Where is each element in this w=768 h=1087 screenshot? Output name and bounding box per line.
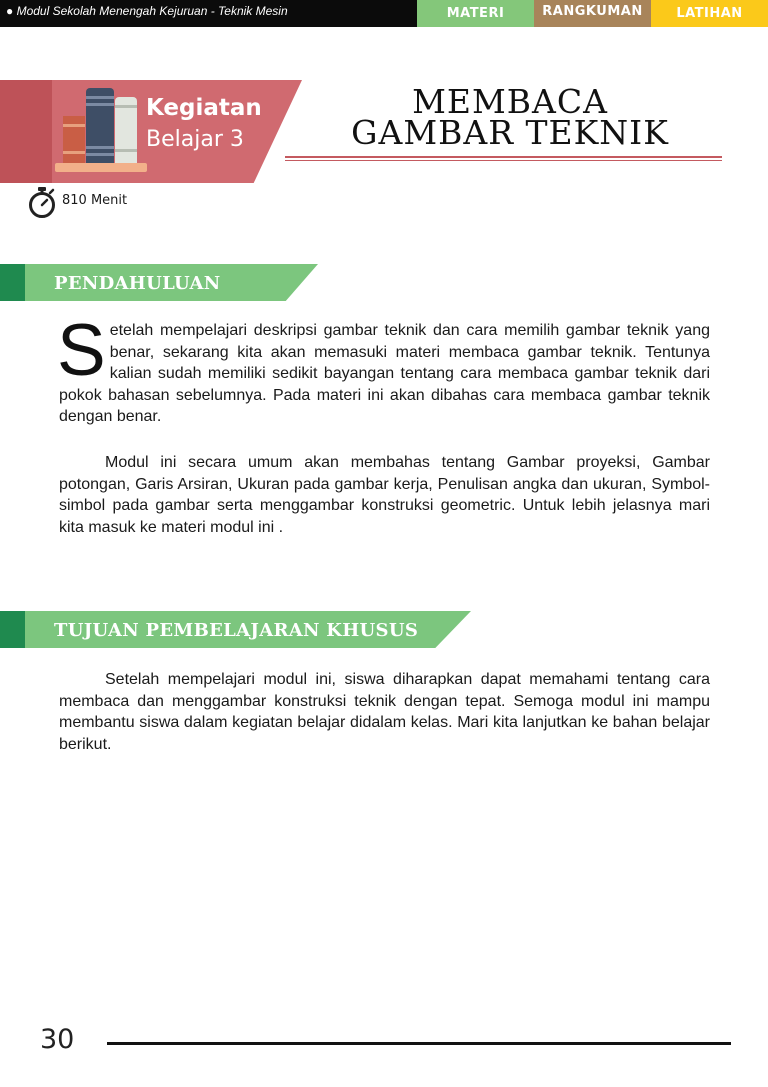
tab-rangkuman[interactable]: RANGKUMAN bbox=[534, 0, 651, 27]
stopwatch-icon bbox=[27, 186, 57, 218]
module-scope-paragraph: Modul ini secara umum akan membahas tentang Gambar proyeksi, Gambar potongan, Garis Arsiran, Ukuran pada gambar kerja, Penulisan angka dan ukuran, Symbol-simbol pada gambar serta menggambar konstruksi geometric. Untuk lebih jelasnya mari kita masuk ke materi modul ini . bbox=[59, 454, 710, 536]
objective-paragraph: Setelah mempelajari modul ini, siswa diharapkan dapat memahami tentang cara membaca dan menggambar konstruksi teknik dengan tepat. Semoga modul ini mampu membantu siswa dalam kegiatan belajar didalam kelas. Mari kita lanjutkan ke bahan belajar berikut. bbox=[59, 671, 710, 753]
title-line-1: MEMBACA bbox=[412, 82, 608, 121]
drop-cap: S bbox=[57, 310, 106, 391]
banner-stripe bbox=[0, 80, 52, 183]
intro-text: etelah mempelajari deskripsi gambar teknik dan cara memilih gambar teknik yang benar, sekarang kita akan memasuki materi membaca gambar teknik. Tentunya kalian sudah memiliki sedikit bayangan tentang cara membaca gambar teknik dari pokok bahasan sebelumnya. Pada materi ini akan dibahas cara membaca gambar teknik dengan benar. bbox=[59, 322, 710, 425]
section-heading: PENDAHULUAN bbox=[54, 273, 221, 294]
title-rule-thin bbox=[285, 160, 722, 161]
section-header-tujuan bbox=[0, 611, 471, 648]
activity-number: Belajar 3 bbox=[146, 127, 244, 152]
title-rule bbox=[285, 156, 722, 158]
tab-latihan[interactable]: LATIHAN bbox=[651, 0, 768, 27]
title-line-2: GAMBAR TEKNIK bbox=[351, 113, 669, 152]
duration-text: 810 Menit bbox=[62, 193, 128, 208]
page-title bbox=[290, 82, 730, 152]
books-icon bbox=[55, 86, 150, 178]
page-number: 30 bbox=[40, 1024, 75, 1055]
activity-label: Kegiatan bbox=[146, 95, 262, 121]
tab-materi[interactable]: MATERI bbox=[417, 0, 534, 27]
module-title: ● Modul Sekolah Menengah Kejuruan - Teknik Mesin bbox=[6, 4, 288, 18]
intro-paragraph bbox=[57, 310, 710, 428]
section-header-pendahuluan bbox=[0, 264, 318, 301]
footer-rule bbox=[107, 1042, 731, 1045]
section-heading: TUJUAN PEMBELAJARAN KHUSUS bbox=[54, 620, 419, 641]
top-bar bbox=[0, 0, 768, 27]
